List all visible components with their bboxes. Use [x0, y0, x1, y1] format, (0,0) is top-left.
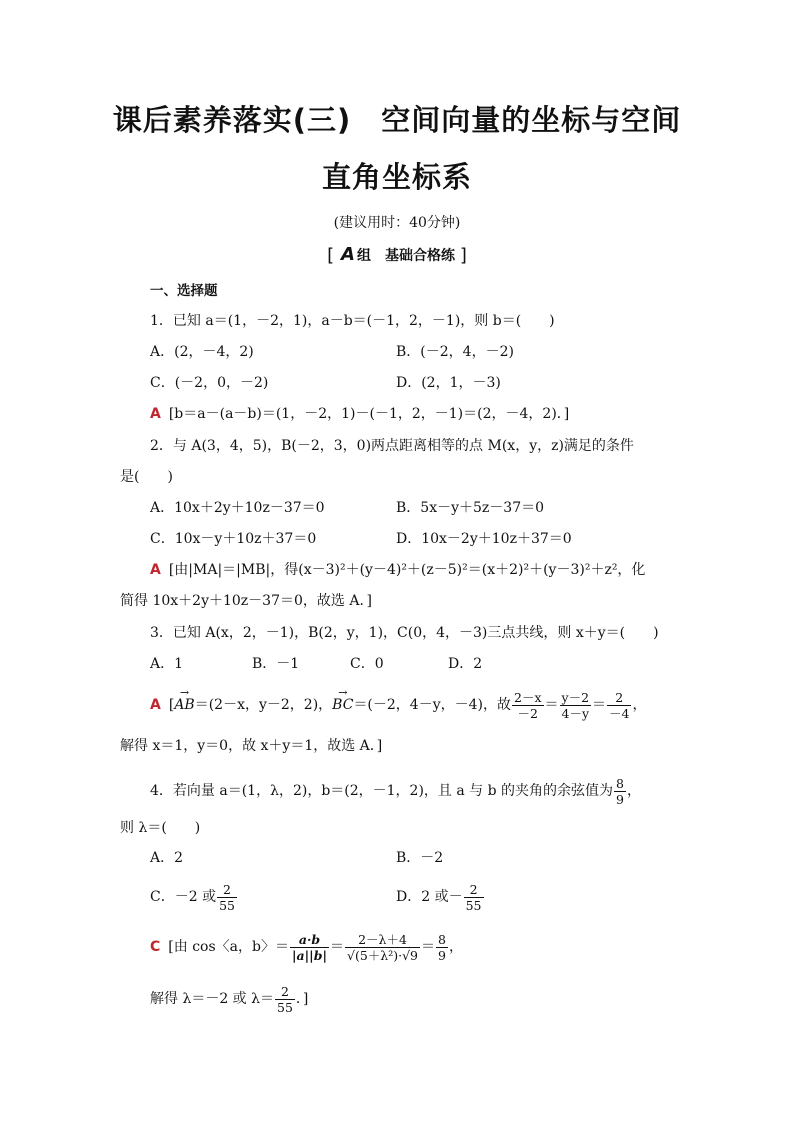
- q3-stem: 3．已知 A(x，2，－1)，B(2，y，1)，C(0，4，－3)三点共线，则 x＋y＝( ): [150, 625, 659, 641]
- q4-option-b: B．－2: [396, 850, 444, 866]
- q4-stem-line-1: [150, 774, 641, 808]
- q4-solution-fraction-2-den: √(5＋λ²)·√9: [347, 947, 418, 963]
- q3-equals-2: ＝: [592, 697, 607, 713]
- q4-solution-fraction-3-den: 9: [438, 947, 446, 963]
- q4-solution-fraction-2: [345, 932, 420, 963]
- q4-stem-line-2: 则 λ＝( ): [120, 820, 201, 836]
- q4-option-d-fraction: [464, 882, 484, 913]
- q3-bracket: [: [168, 697, 175, 713]
- q4-option-c: [150, 880, 238, 914]
- q4-solution-equals-1: ＝: [330, 939, 344, 955]
- q4-option-d: [396, 880, 485, 914]
- q3-fraction-2-num: y－2: [561, 689, 590, 705]
- q4-answer: C: [150, 939, 161, 955]
- q4-option-a: A．2: [150, 850, 184, 866]
- q4-option-d-text: D．2 或－: [396, 889, 463, 905]
- q2-option-a: A．10x＋2y＋10z－37＝0: [150, 500, 325, 516]
- q4-solution-comma: ，: [448, 939, 463, 955]
- q4-explanation-text: [由 cos〈a，b〉＝: [168, 939, 289, 955]
- q3-solution-line-1: [150, 688, 646, 722]
- q3-bc-value: ＝(－2，4－y，－4)，故: [353, 697, 511, 713]
- q4-solution-fraction-3-num: 8: [438, 931, 446, 947]
- q1-option-c: C．(－2，0，－2): [150, 375, 269, 391]
- q3-fraction-3-num: 2: [607, 690, 631, 706]
- q4-solution-equals-2: ＝: [421, 939, 435, 955]
- q2-option-d: D．10x－2y＋10z＋37＝0: [396, 531, 572, 547]
- q1-solution: [150, 404, 569, 424]
- q4-stem-comma: ，: [626, 783, 641, 799]
- vector-bc: → BC: [332, 688, 353, 722]
- q2-explanation-1: [由|MA|＝|MB|，得(x－3)²＋(y－4)²＋(z－5)²＝(x＋2)²＋(y－3)²＋z²，化: [168, 562, 646, 578]
- q4-stem-text: 4．若向量 a＝(1，λ，2)，b＝(2，－1，2)，且 a 与 b 的夹角的余弦值为: [150, 783, 614, 799]
- q4-option-d-num: 2: [464, 882, 484, 898]
- q3-solution-line-2: 解得 x＝1，y＝0，故 x＋y＝1，故选 A．]: [120, 738, 383, 754]
- q4-solution-fraction-1: [290, 932, 329, 963]
- q1-option-d: D．(2，1，－3): [396, 375, 501, 391]
- q3-answer: A: [150, 697, 161, 713]
- q4-cos-fraction: [614, 776, 626, 807]
- q4-solution-fraction-3: [436, 932, 448, 963]
- q1-explanation: [b＝a－(a－b)＝(1，－2，1)－(－1，2，－1)＝(2，－4，2)．]: [168, 406, 570, 422]
- page-title-line-1: 课后素养落实(三) 空间向量的坐标与空间: [112, 103, 682, 137]
- q4-option-c-fraction: [217, 882, 237, 913]
- q4-result-fraction: [275, 984, 295, 1015]
- q2-stem-line-2: 是( ): [120, 469, 173, 485]
- q3-ab-value: ＝(2－x，y－2，2)，: [194, 697, 333, 713]
- q4-solution-fraction-2-num: 2－λ＋4: [345, 932, 420, 948]
- q3-comma: ，: [632, 697, 647, 713]
- q4-cos-num: 8: [616, 775, 624, 791]
- q3-option-d: D．2: [448, 656, 483, 672]
- q3-option-a: A．1: [150, 656, 184, 672]
- q4-result-den: 55: [277, 999, 293, 1015]
- q2-option-b: B．5x－y＋5z－37＝0: [396, 500, 545, 516]
- q3-fraction-1: [512, 690, 544, 721]
- group-badge: A: [341, 244, 355, 265]
- q3-fraction-2-den: 4－y: [561, 705, 590, 721]
- q4-solution-line-1: [150, 930, 463, 964]
- q4-result-num: 2: [275, 984, 295, 1000]
- q3-fraction-3-den: －4: [609, 705, 630, 721]
- q2-solution-line-1: [150, 560, 645, 580]
- group-bracket-close: ]: [459, 245, 467, 266]
- section-heading: 一、选择题: [150, 283, 218, 299]
- q3-fraction-1-den: －2: [517, 705, 538, 721]
- group-heading: [0, 244, 794, 266]
- q2-solution-line-2: 简得 10x＋2y＋10z－37＝0，故选 A．]: [120, 593, 372, 609]
- q4-cos-den: 9: [616, 791, 624, 807]
- time-note: (建议用时：40分钟): [333, 215, 461, 231]
- q4-option-d-den: 55: [465, 897, 482, 913]
- vector-ab: → AB: [174, 688, 194, 722]
- q1-option-b: B．(－2，4，－2): [396, 344, 514, 360]
- q4-option-c-text: C．－2 或: [150, 889, 217, 905]
- page-title-line-2: 直角坐标系: [321, 160, 472, 194]
- q2-stem-line-1: 2．与 A(3，4，5)，B(－2，3，0)两点距离相等的点 M(x，y，z)满足的条件: [150, 438, 634, 454]
- q3-equals-1: ＝: [544, 697, 559, 713]
- q3-fraction-1-num: 2－x: [514, 689, 542, 705]
- q1-answer: A: [150, 406, 161, 422]
- q2-answer: A: [150, 562, 161, 578]
- q3-option-c: C．0: [350, 656, 384, 672]
- q1-option-a: A．(2，－4，2): [150, 344, 254, 360]
- group-bracket-open: [: [327, 245, 335, 266]
- group-label: 组 基础合格练: [356, 248, 455, 264]
- q3-option-b: B．－1: [252, 656, 300, 672]
- q2-option-c: C．10x－y＋10z＋37＝0: [150, 531, 317, 547]
- q4-solution-fraction-1-den: |a||b|: [291, 947, 327, 963]
- q3-fraction-3: [607, 690, 631, 721]
- q4-solution-line-2: [150, 982, 308, 1016]
- q4-result-text: 解得 λ＝－2 或 λ＝: [150, 991, 275, 1007]
- q4-result-end: ．]: [295, 991, 309, 1007]
- q4-option-c-num: 2: [217, 882, 237, 898]
- q4-option-c-den: 55: [219, 897, 235, 913]
- q1-stem: 1．已知 a＝(1，－2，1)，a－b＝(－1，2，－1)，则 b＝( ): [150, 313, 555, 329]
- q3-fraction-2: [560, 690, 592, 721]
- q4-solution-fraction-1-num: a·b: [290, 932, 329, 948]
